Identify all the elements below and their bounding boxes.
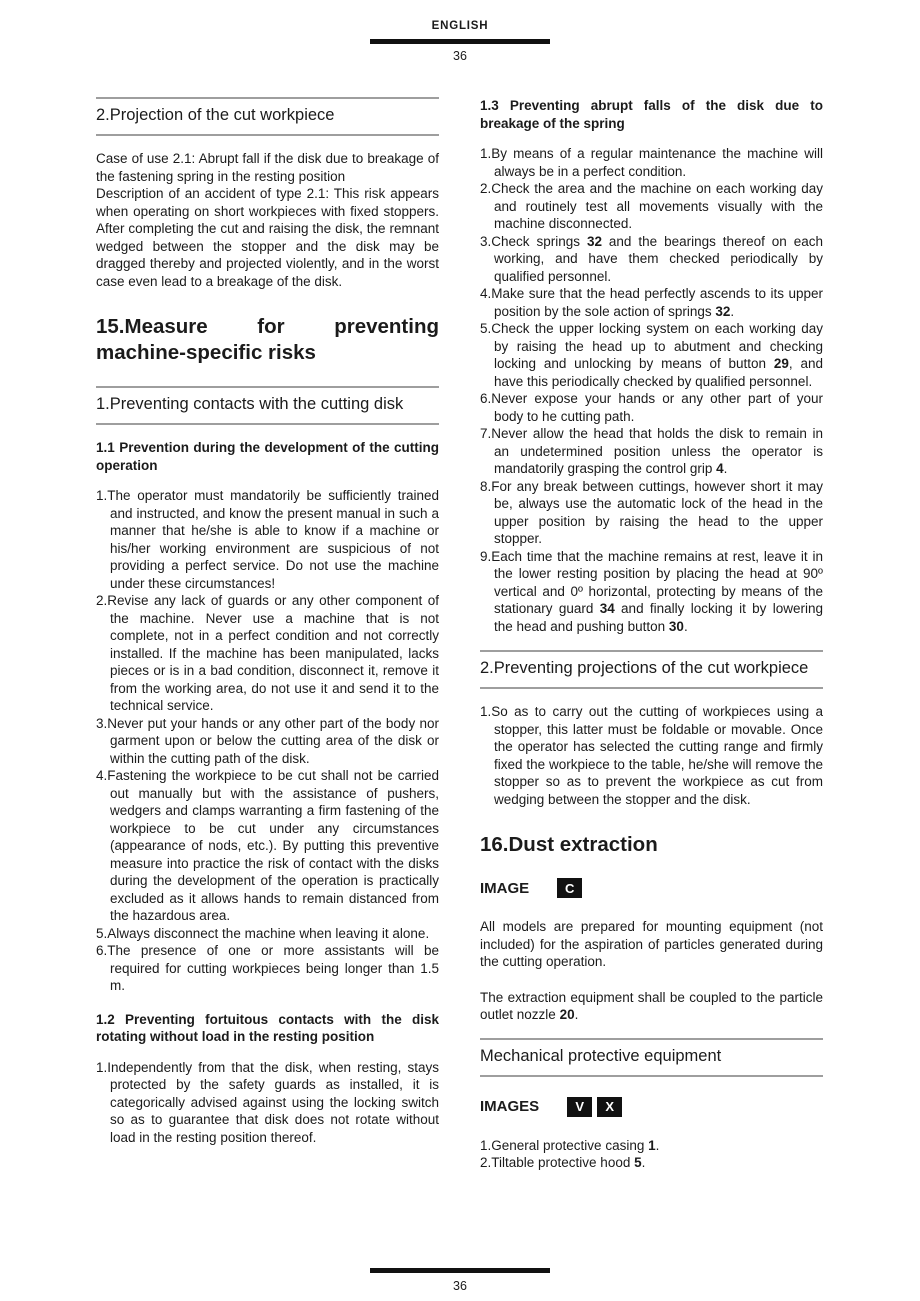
- list-item: 6.The presence of one or more assistants will be required for cutting workpieces being longer than 1.5 m.: [96, 943, 439, 993]
- list-1-3: [480, 145, 823, 635]
- header-rule: [370, 39, 550, 44]
- subheading-1-1: 1.1 Prevention during the development of the cutting operation: [96, 440, 439, 473]
- list-item: 4.Fastening the workpiece to be cut shall not be carried out manually but with the assistance of pushers, wedgers and clamps warranting a firm fastening of the workpiece to be cut under any circumstances (appearance of nods, etc.). By putting this preventive measure into practice the risk of contact with the disks during the development of the operation is practically excluded as it allows hands to remain distanced from the hazardous area.: [96, 768, 439, 923]
- images-label: IMAGES: [480, 1098, 540, 1115]
- language-label: ENGLISH: [431, 20, 489, 32]
- list-item: 5.Always disconnect the machine when leaving it alone.: [96, 925, 430, 941]
- paragraph: All models are prepared for mounting equipment (not included) for the aspiration of particles generated during the cutting operation.: [480, 919, 823, 969]
- list-item: 1.The operator must mandatorily be sufficiently trained and instructed, and know the present manual in such a manner that he/she is able to know if a machine or his/her working environment are suspicious of not providing a perfect service. Do not use the machine under these circumstances!: [96, 488, 439, 591]
- subheading-1-2: 1.2 Preventing fortuitous contacts with the disk rotating without load in the resting position: [96, 1011, 439, 1044]
- image-label: IMAGE: [480, 879, 530, 897]
- page-number-top: 36: [453, 49, 467, 63]
- list-item: 5.Check the upper locking system on each working day by raising the head up to abutment and checking locking and unlocking by means of button 29, and have this periodically checked by qualified personnel.: [480, 321, 823, 389]
- list-projections: [480, 703, 823, 808]
- list-item: 3.Never put your hands or any other part of the body nor garment upon or below the cutting area of the disk or within the cutting path of the disk.: [96, 715, 439, 766]
- section-heading-projections: 2.Preventing projections of the cut workpiece: [480, 650, 823, 689]
- section-heading-mechanical: Mechanical protective equipment: [480, 1038, 823, 1077]
- chapter-heading-15: 15.Measure for preventing machine-specific risks: [96, 315, 439, 364]
- paragraph: Case of use 2.1: Abrupt fall if the disk due to breakage of the fastening spring in the resting position: [96, 151, 439, 184]
- list-item: 3.Check springs 32 and the bearings thereof on each working, and have them checked periodically by qualified personnel.: [480, 233, 824, 284]
- list-item: 2.Tiltable protective hood 5.: [480, 1155, 646, 1170]
- list-item: 1.Independently from that the disk, when resting, stays protected by the safety guards as installed, it is categorically advised against using the locking switch so as to guarantee that disk does not rotate without load in the resting position thereof.: [96, 1059, 439, 1145]
- list-item: 4.Make sure that the head perfectly ascends to its upper position by the sole action of springs 32.: [480, 286, 823, 319]
- list-item: 8.For any break between cuttings, however short it may be, always use the automatic lock of the head in the upper position by raising the head to the upper stopper.: [480, 478, 823, 546]
- footer-rule: [370, 1268, 550, 1273]
- right-column: [480, 97, 823, 1172]
- section-heading-projection: 2.Projection of the cut workpiece: [96, 97, 439, 136]
- paragraph-group-case: [96, 150, 439, 290]
- page-header: [0, 0, 920, 63]
- list-item: 9.Each time that the machine remains at rest, leave it in the lower resting position by placing the head at 90º vertical and 0º horizontal, protecting by means of the stationary guard 34 and finally locking it by lowering the head and pushing button 30.: [480, 548, 823, 634]
- list-item: 1.By means of a regular maintenance the machine will always be in a perfect condition.: [480, 146, 823, 179]
- section-heading-contacts: 1.Preventing contacts with the cutting disk: [96, 386, 439, 425]
- paragraph: The extraction equipment shall be coupled to the particle outlet nozzle 20.: [480, 989, 823, 1022]
- content-columns: [96, 97, 823, 1172]
- list-item: 7.Never allow the head that holds the disk to remain in an undetermined position unless the operator is mandatorily grasping the control grip 4.: [480, 426, 823, 476]
- subheading-1-3: 1.3 Preventing abrupt falls of the disk due to breakage of the spring: [480, 98, 823, 131]
- list-1-1: [96, 487, 439, 995]
- list-item: 2.Revise any lack of guards or any other component of the machine. Never use a machine that is not complete, not in a perfect condition and not correctly installed. If the machine has been manipulated, lacks pieces or is in a bad condition, disconnect it, remove it from the working area, do not use it and send it to the technical service.: [96, 593, 439, 713]
- images-reference-row: [480, 1097, 823, 1117]
- chapter-heading-16: 16.Dust extraction: [480, 833, 658, 856]
- page-number-bottom: 36: [453, 1279, 467, 1293]
- paragraph: Description of an accident of type 2.1: This risk appears when operating on short workpieces with fixed stoppers. After completing the cut and raising the disk, the remnant wedged between the stopper and the disk may be dragged thereby and projected violently, and in the worst case even lead to a breakage of the disk.: [96, 186, 439, 289]
- list-1-2: [96, 1059, 439, 1147]
- page-footer: [0, 1268, 920, 1293]
- list-item: 1.General protective casing 1.: [480, 1137, 660, 1153]
- list-item: 2.Check the area and the machine on each working day and routinely test all movements visually with the machine disconnected.: [480, 181, 823, 231]
- image-ref-badge-v: V: [567, 1097, 592, 1117]
- image-ref-badge-c: C: [557, 878, 582, 898]
- left-column: [96, 97, 439, 1172]
- list-item: 1.So as to carry out the cutting of workpieces using a stopper, this latter must be foldable or movable. Once the operator has selected the cutting range and firmly fixed the workpiece to the table, he/she will remove the stopper so as to prevent the workpiece as cut from wedging between the stopper and the disk.: [480, 704, 823, 807]
- list-mechanical: [480, 1137, 823, 1172]
- image-reference-row: [480, 878, 823, 898]
- list-item: 6.Never expose your hands or any other part of your body to he cutting path.: [480, 391, 823, 424]
- image-ref-badge-x: X: [597, 1097, 622, 1117]
